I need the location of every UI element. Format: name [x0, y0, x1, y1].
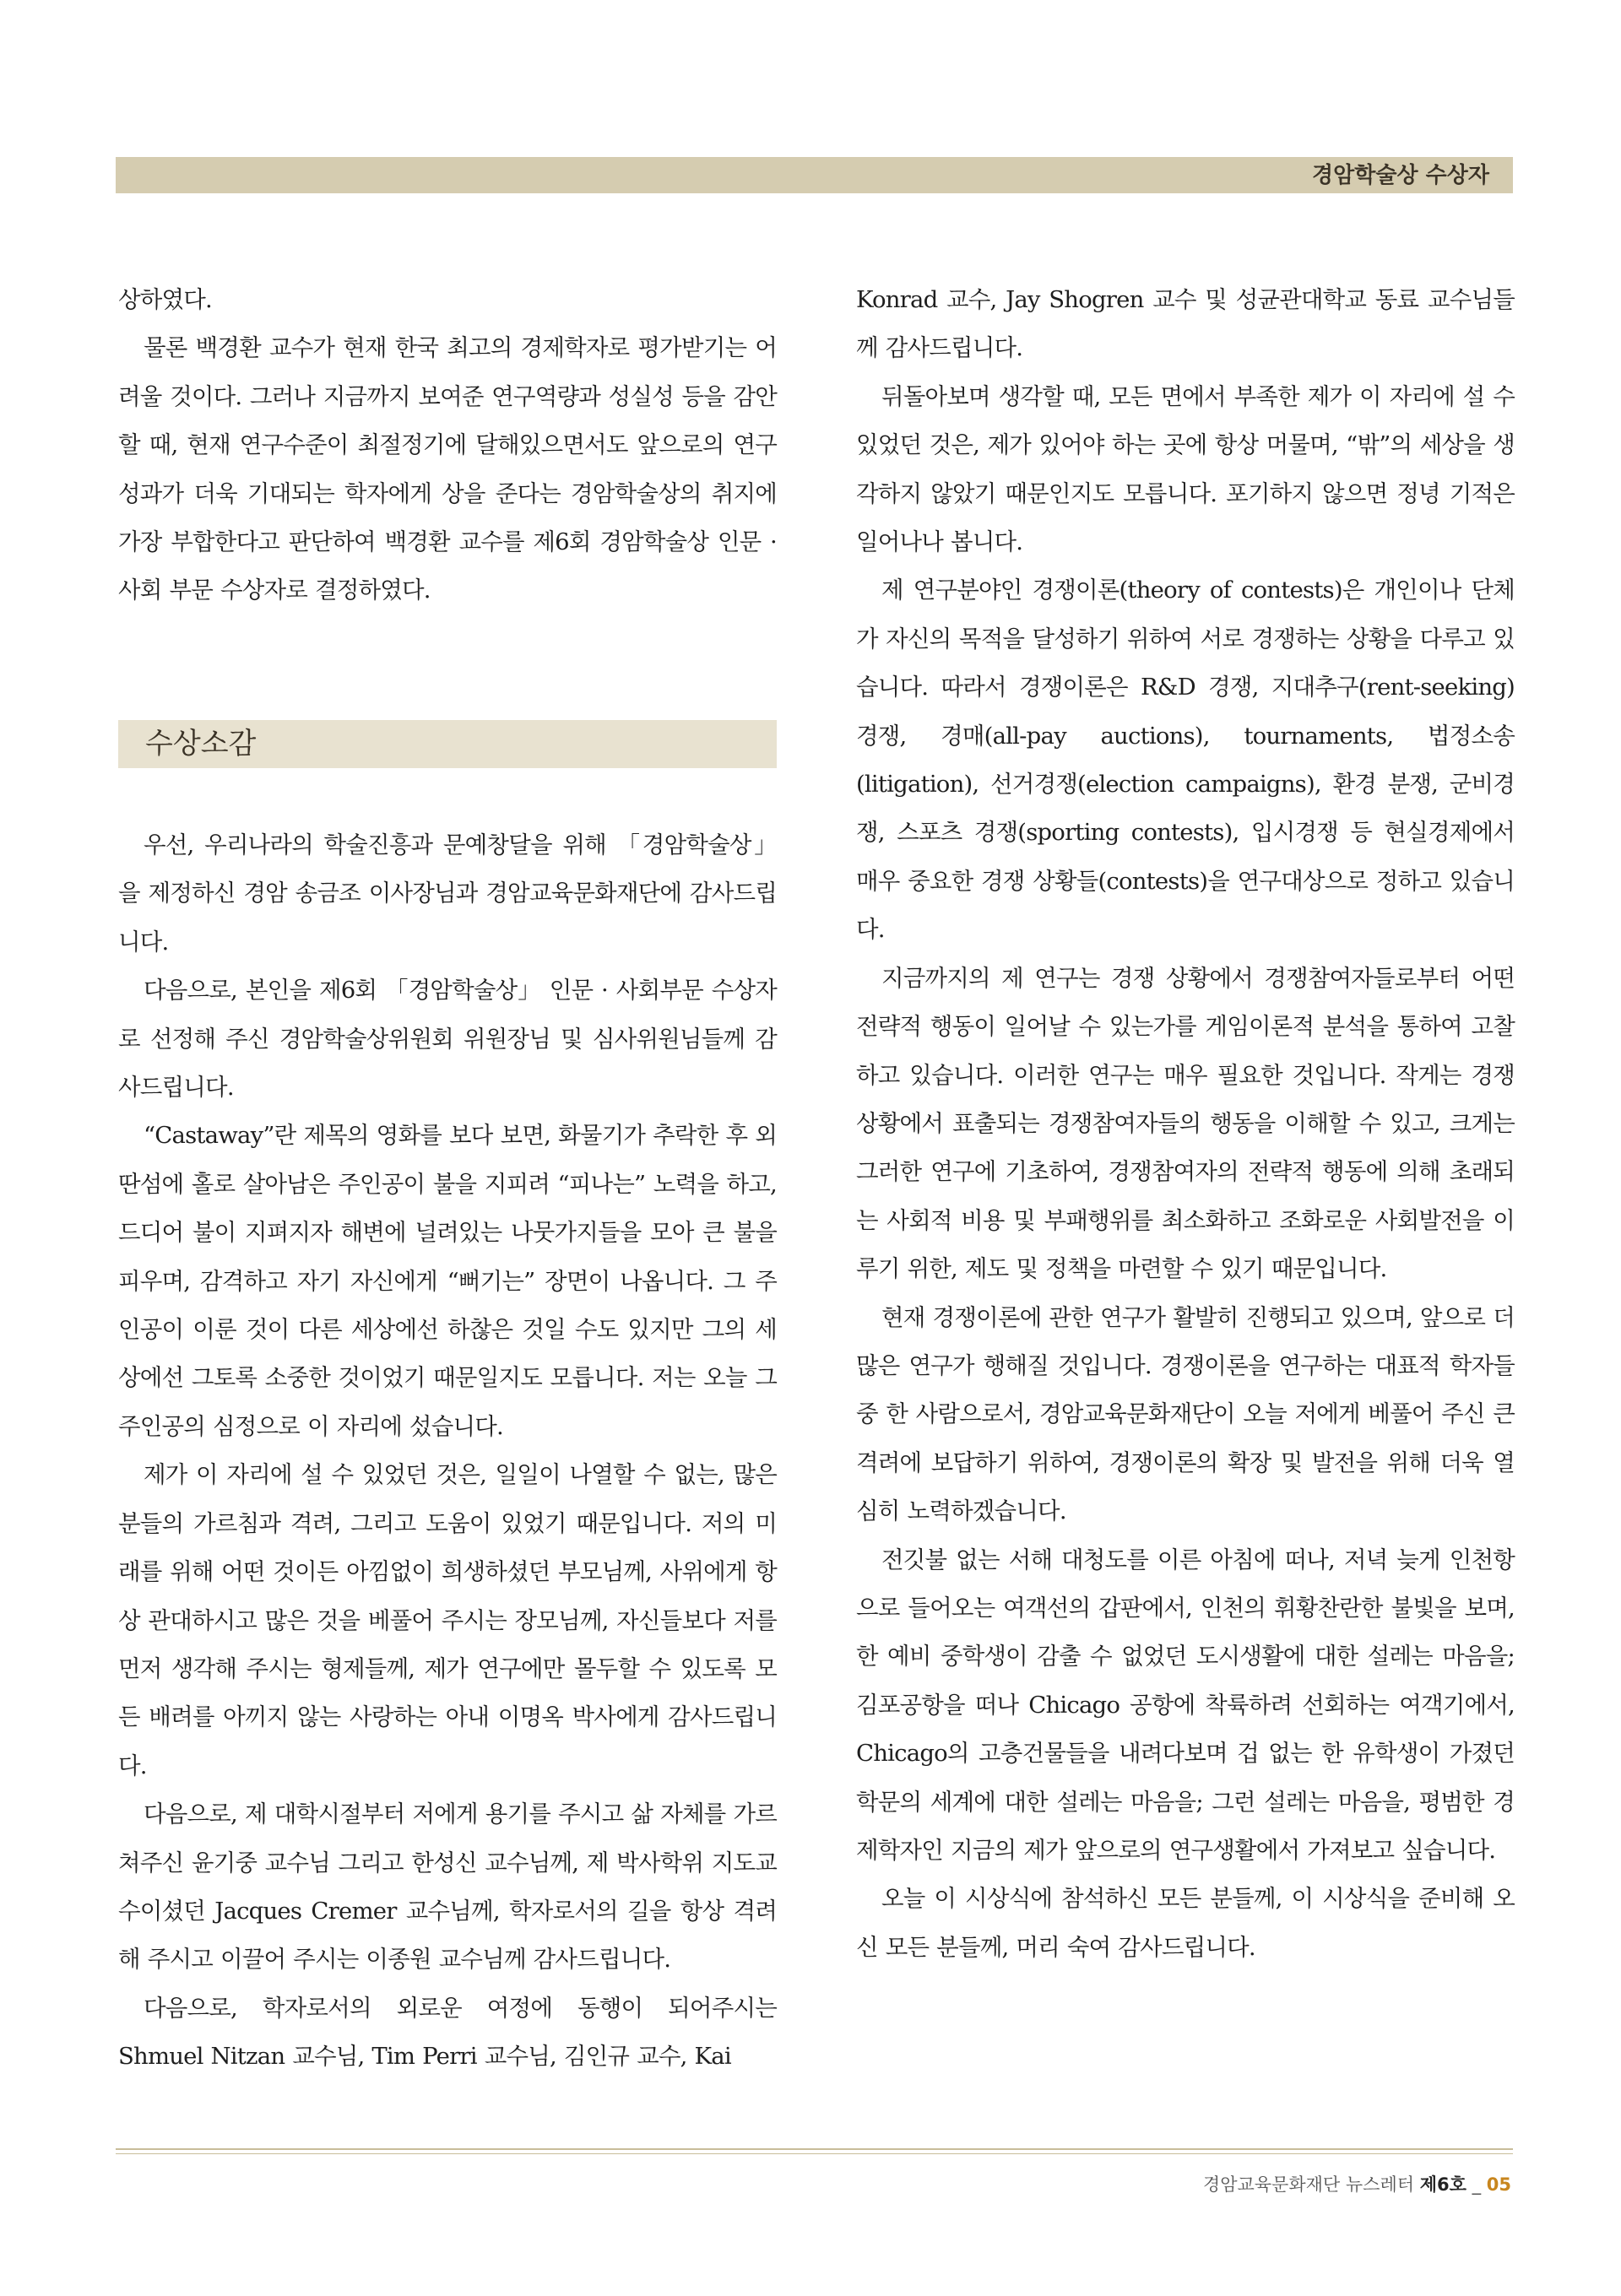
- paragraph: 우선, 우리나라의 학술진흥과 문예창달을 위해 「경암학술상」을 제정하신 경암 송금조 이사장님과 경암교육문화재단에 감사드립니다.: [118, 831, 777, 956]
- paragraph: 다음으로, 본인을 제6회 「경암학술상」 인문 · 사회부문 수상자로 선정해 주신 경암학술상위원회 위원장님 및 심사위원님들께 감사드립니다.: [118, 977, 777, 1102]
- footer-divider: [116, 2153, 1513, 2154]
- paragraph: 오늘 이 시상식에 참석하신 모든 분들께, 이 시상식을 준비해 오신 모든 분들께, 머리 숙여 감사드립니다.: [856, 1885, 1515, 1961]
- paragraph: Konrad 교수, Jay Shogren 교수 및 성균관대학교 동료 교수님들께 감사드립니다.: [856, 286, 1515, 362]
- paragraph: 지금까지의 제 연구는 경쟁 상황에서 경쟁참여자들로부터 어떤 전략적 행동이 일어날 수 있는가를 게임이론적 분석을 통하여 고찰하고 있습니다. 이러한 연구는 매우 필요한 것입니다. 작게는 경쟁상황에서 표출되는 경쟁참여자들의 행동을 이해할 수 있고, 크게는 그러한 연구에 기초하여, 경쟁참여자의 전략적 행동에 의해 초래되는 사회적 비용 및 부패행위를 최소화하고 조화로운 사회발전을 이루기 위한, 제도 및 정책을 마련할 수 있기 때문입니다.: [856, 964, 1515, 1283]
- right-column: [856, 276, 1515, 1972]
- footer-publisher: 경암교육문화재단 뉴스레터: [1202, 2174, 1415, 2195]
- paragraph: “Castaway”란 제목의 영화를 보다 보면, 화물기가 추락한 후 외딴섬에 홀로 살아남은 주인공이 불을 지피려 “피나는” 노력을 하고, 드디어 불이 지펴지자 해변에 널려있는 나뭇가지들을 모아 큰 불을 피우며, 감격하고 자기 자신에게 “뻐기는” 장면이 나옵니다. 그 주인공이 이룬 것이 다른 세상에선 하찮은 것일 수도 있지만 그의 세상에선 그토록 소중한 것이었기 때문일지도 모릅니다. 저는 오늘 그 주인공의 심정으로 이 자리에 섰습니다.: [118, 1122, 777, 1440]
- paragraph: 제가 이 자리에 설 수 있었던 것은, 일일이 나열할 수 없는, 많은 분들의 가르침과 격려, 그리고 도움이 있었기 때문입니다. 저의 미래를 위해 어떤 것이든 아낌없이 희생하셨던 부모님께, 사위에게 항상 관대하시고 많은 것을 베풀어 주시는 장모님께, 자신들보다 저를 먼저 생각해 주시는 형제들께, 제가 연구에만 몰두할 수 있도록 모든 배려를 아끼지 않는 사랑하는 아내 이명옥 박사에게 감사드립니다.: [118, 1461, 777, 1779]
- paragraph: 다음으로, 제 대학시절부터 저에게 용기를 주시고 삶 자체를 가르쳐주신 윤기중 교수님 그리고 한성신 교수님께, 제 박사학위 지도교수이셨던 Jacques Cremer 교수님께, 학자로서의 길을 항상 격려해 주시고 이끌어 주시는 이종원 교수님께 감사드립니다.: [118, 1801, 777, 1974]
- paragraph: 전깃불 없는 서해 대청도를 이른 아침에 떠나, 저녁 늦게 인천항으로 들어오는 여객선의 갑판에서, 인천의 휘황찬란한 불빛을 보며, 한 예비 중학생이 감출 수 없었던 도시생활에 대한 설레는 마음을; 김포공항을 떠나 Chicago 공항에 착륙하려 선회하는 여객기에서, Chicago의 고층건물들을 내려다보며 겁 없는 한 유학생이 가졌던 학문의 세계에 대한 설레는 마음을; 그런 설레는 마음을, 평범한 경제학자인 지금의 제가 앞으로의 연구생활에서 가져보고 싶습니다.: [856, 1546, 1515, 1864]
- page-number: 05: [1486, 2174, 1511, 2195]
- footer-divider: [116, 2148, 1513, 2150]
- footer-issue: 제6호: [1419, 2174, 1466, 2195]
- paragraph: 제 연구분야인 경쟁이론(theory of contests)은 개인이나 단체가 자신의 목적을 달성하기 위하여 서로 경쟁하는 상황을 다루고 있습니다. 따라서 경쟁이론은 R&D 경쟁, 지대추구(rent-seeking) 경쟁, 경매(all-pay auctions), tournaments, 법정소송(litigation), 선거경쟁(election campaigns), 환경 분쟁, 군비경쟁, 스포츠 경쟁(sporting contests), 입시경쟁 등 현실경제에서 매우 중요한 경쟁 상황들(contests)을 연구대상으로 정하고 있습니다.: [856, 577, 1515, 944]
- footer: [1203, 2172, 1511, 2197]
- paragraph: 상하였다.: [118, 286, 213, 313]
- left-column-intro: [118, 276, 777, 615]
- paragraph: 다음으로, 학자로서의 외로운 여정에 동행이 되어주시는 Shmuel Nitzan 교수님, Tim Perri 교수님, 김인규 교수, Kai: [118, 1994, 777, 2071]
- paragraph: 현재 경쟁이론에 관한 연구가 활발히 진행되고 있으며, 앞으로 더 많은 연구가 행해질 것입니다. 경쟁이론을 연구하는 대표적 학자들 중 한 사람으로서, 경암교육문화재단이 오늘 저에게 베풀어 주신 큰 격려에 보답하기 위하여, 경쟁이론의 확장 및 발전을 위해 더욱 열심히 노력하겠습니다.: [856, 1303, 1515, 1525]
- paragraph: 물론 백경환 교수가 현재 한국 최고의 경제학자로 평가받기는 어려울 것이다. 그러나 지금까지 보여준 연구역량과 성실성 등을 감안할 때, 현재 연구수준이 최절정기에 달해있으면서도 앞으로의 연구 성과가 더욱 기대되는 학자에게 상을 준다는 경암학술상의 취지에 가장 부합한다고 판단하여 백경환 교수를 제6회 경암학술상 인문 · 사회 부문 수상자로 결정하였다.: [118, 334, 777, 604]
- section-heading: [118, 720, 777, 768]
- section-heading-text: 수상소감: [145, 727, 257, 761]
- header-title: 경암학술상 수상자: [1312, 163, 1489, 188]
- left-column-body: [118, 821, 777, 2082]
- paragraph: 뒤돌아보며 생각할 때, 모든 면에서 부족한 제가 이 자리에 설 수 있었던 것은, 제가 있어야 하는 곳에 항상 머물며, “밖”의 세상을 생각하지 않았기 때문인지도 모릅니다. 포기하지 않으면 정녕 기적은 일어나나 봅니다.: [856, 382, 1515, 556]
- footer-separator: _: [1472, 2174, 1482, 2195]
- header-bar: [116, 157, 1513, 193]
